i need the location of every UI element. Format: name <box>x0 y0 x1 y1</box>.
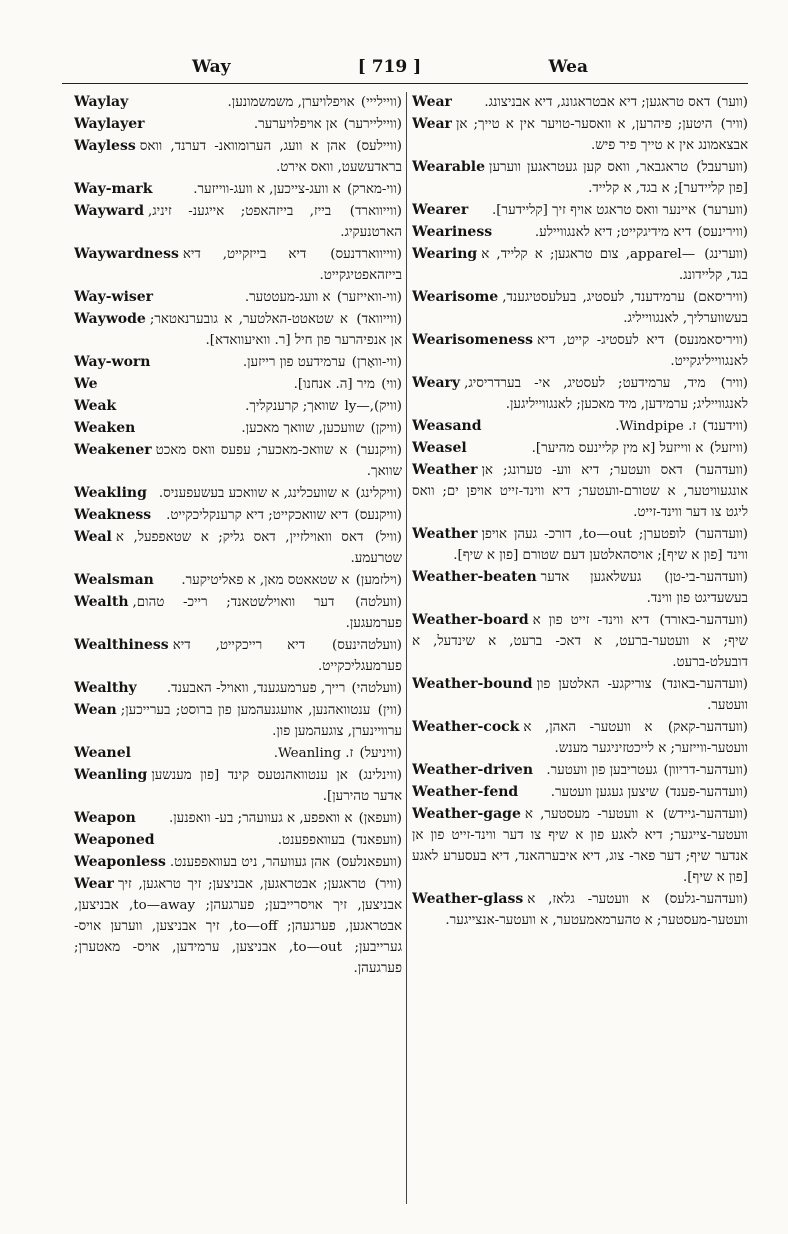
entry-headword: Wealth <box>74 594 129 610</box>
entry-headword: Weasel <box>412 440 467 456</box>
entry-definition: דאס וואוילזיין, דאס גליק; א שטאפפעל, א שטרעמע. <box>115 530 402 566</box>
dictionary-entry <box>412 373 748 415</box>
entry-headword: Wealthiness <box>74 637 169 653</box>
entry-definition: דער וואוילשטאנד; רייכ- טהום, פערמעגען. <box>132 595 402 631</box>
dictionary-entry <box>74 418 402 439</box>
entry-headword: Wayward <box>74 203 144 219</box>
entry-headword: Wearisomeness <box>412 332 534 348</box>
dictionary-entry <box>74 527 402 569</box>
dictionary-entry <box>74 114 402 135</box>
dictionary-entry <box>74 179 402 200</box>
entry-headword: Waylay <box>74 94 129 110</box>
entry-pronunciation: (וויריסאם) <box>693 290 748 305</box>
dictionary-entry <box>412 92 748 113</box>
entry-headword: Weanling <box>74 767 148 783</box>
entry-definition: א וועטער- האהן, א וועטער-ווייזער; א לייכטזיניגער מענש. <box>523 720 748 756</box>
entry-pronunciation: (ווי-וואייזער) <box>336 290 402 305</box>
entry-definition: א שטאטט-האלטער, א גובערנאטאר; אן אנפיהרער פון חיל [ר. וואיעוואדא]. <box>149 312 402 348</box>
entry-headword: Weapon <box>74 810 136 826</box>
entry-definition: דאס טראגען; דיא אבטראגונג, דיא אבניצונג. <box>484 95 711 110</box>
entry-headword: Wear <box>74 876 114 892</box>
dictionary-entry <box>74 201 402 243</box>
entry-definition: דיא לעסטיג- קייט, דיא לאנגווייליגקייט. <box>537 333 748 369</box>
entry-headword: Wearing <box>412 246 478 262</box>
dictionary-entry <box>74 808 402 829</box>
entry-pronunciation: (ווערעבל) <box>696 160 748 175</box>
dictionary-entry <box>412 157 748 199</box>
dictionary-entry <box>74 309 402 351</box>
dictionary-entry <box>412 416 748 437</box>
entry-headword: Weaponed <box>74 832 155 848</box>
entry-pronunciation: (וויניעל) <box>359 746 402 761</box>
entry-definition: געטריבען פון וועטער. <box>546 763 658 778</box>
dictionary-entry <box>412 610 748 673</box>
entry-pronunciation: (ווי) <box>381 377 402 392</box>
entry-definition: א וואפפע, א געוועהר; בע- וואפנען. <box>169 811 353 826</box>
dictionary-entry <box>412 567 748 609</box>
entry-definition: אן ענטוואהנטעס קינד [פון מענשען אדער טהירען]. <box>151 768 402 804</box>
dictionary-entry <box>74 635 402 677</box>
entry-pronunciation: (וועדהער-קאק) <box>667 720 748 735</box>
entry-headword: Wear <box>412 116 452 132</box>
entry-pronunciation: (ווידענד) <box>702 419 748 434</box>
dictionary-entry <box>412 760 748 781</box>
entry-headword: Weakness <box>74 507 152 523</box>
entry-headword: Wearable <box>412 159 486 175</box>
entry-pronunciation: (ווייווארד) <box>349 204 402 219</box>
entry-pronunciation: (וויק),—ly <box>344 399 402 414</box>
dictionary-entry <box>74 396 402 417</box>
entry-definition: א שוועכלינג, א שוואכע בעשעפעניס. <box>158 486 350 501</box>
dictionary-entry <box>74 592 402 634</box>
entry-pronunciation: (ווירינעס) <box>697 225 748 240</box>
entry-headword: Weary <box>412 375 461 391</box>
entry-headword: Weanel <box>74 745 131 761</box>
dictionary-entry <box>74 830 402 851</box>
dictionary-entry <box>74 852 402 873</box>
entry-pronunciation: (ווינלינג) <box>358 768 402 783</box>
entry-pronunciation: (ווי-מארק) <box>346 182 402 197</box>
entry-headword: Weather-driven <box>412 762 534 778</box>
dictionary-entry <box>412 114 748 156</box>
entry-headword: Wayless <box>74 138 136 154</box>
entry-pronunciation: (וועדהער-בי-טן) <box>664 570 748 585</box>
dictionary-entry <box>412 717 748 759</box>
entry-definition: געשלאגען אדער בעשעדיגט פון ווינד. <box>540 570 748 606</box>
entry-headword: Weather-bound <box>412 676 533 692</box>
dictionary-entry <box>74 678 402 699</box>
entry-definition: ז. Weanling. <box>273 746 354 761</box>
entry-headword: Waywardness <box>74 246 179 262</box>
entry-definition: אן אויפלויערער. <box>253 117 338 132</box>
entry-pronunciation: (וועלטה) <box>355 595 402 610</box>
entry-pronunciation: (ווייוואד) <box>356 312 402 327</box>
dictionary-entry <box>412 330 748 372</box>
entry-headword: Waylayer <box>74 116 145 132</box>
entry-definition: דיא רייכקייט, דיא פערמעגליכקייט. <box>172 638 402 674</box>
dictionary-entry <box>412 460 748 523</box>
dictionary-entry <box>74 440 402 482</box>
entry-headword: Weather-gage <box>412 806 521 822</box>
entry-definition: אהן געוועהר, ניט בעוואפפענט. <box>169 855 330 870</box>
entry-headword: Waywode <box>74 311 146 327</box>
entry-definition: א שטאאטס מאן, א פאליטיקער. <box>181 573 350 588</box>
entry-headword: Weather-board <box>412 612 529 628</box>
dictionary-entry <box>74 570 402 591</box>
entry-pronunciation: (וויילעס) <box>356 139 402 154</box>
entry-pronunciation: (וויר) <box>720 117 748 132</box>
entry-pronunciation: (וועדהער) <box>694 527 748 542</box>
entry-definition: דאס וועטער; דיא ווע- טערונג; אן אונגעוויטער, א שטורם-וועטער; דיא ווינד-זייט אויפן ים; וואס ליגט צו דער ווינד-זייט. <box>412 463 748 520</box>
entry-definition: שיצען געגען וועטער. <box>550 785 659 800</box>
entry-headword: Weak <box>74 398 117 414</box>
entry-definition: דיא מידיגקייט; דיא לאנגוויילע. <box>534 225 692 240</box>
entry-pronunciation: (וויקן) <box>370 421 402 436</box>
entry-definition: אויפלויערן, משמשמונען. <box>227 95 355 110</box>
entry-headword: Weather-glass <box>412 891 524 907</box>
entry-headword: Weather <box>412 526 478 542</box>
entry-pronunciation: (וועלטהי) <box>351 681 402 696</box>
dictionary-entry <box>74 352 402 373</box>
entry-pronunciation: (וויילייי) <box>360 95 402 110</box>
entry-definition: ערמידענד, לעסטיג, בעלעסטיגענד, בעשווערליך, לאנגווייליג. <box>502 290 748 326</box>
entry-headword: Weal <box>74 529 112 545</box>
dictionary-entry <box>74 374 402 395</box>
dictionary-entry <box>74 700 402 742</box>
entry-headword: Wealthy <box>74 680 137 696</box>
dictionary-entry <box>74 505 402 526</box>
dictionary-entry <box>412 287 748 329</box>
dictionary-entry <box>74 743 402 764</box>
entry-headword: Wean <box>74 702 117 718</box>
left-column <box>74 92 402 1204</box>
entry-headword: Weakling <box>74 485 147 501</box>
entry-definition: א וועג-מעטטער. <box>244 290 331 305</box>
entry-definition: שוואך; קרענקליך. <box>245 399 339 414</box>
dictionary-entry <box>412 804 748 888</box>
entry-definition: שוועכען, שוואך מאכען. <box>241 421 365 436</box>
entry-definition: לופטערן; to—out, דורכ- געהן אויפן ווינד [פון א שיף]; אויסהאלטען דעם שטורם [פון א שיף]. <box>453 527 748 563</box>
entry-headword: Weaken <box>74 420 136 436</box>
entry-pronunciation: (ווער) <box>716 95 748 110</box>
entry-pronunciation: (וועפאנד) <box>351 833 402 848</box>
dictionary-entry <box>74 765 402 807</box>
entry-definition: מיר [ה. אנחנו]. <box>293 377 375 392</box>
dictionary-entry <box>412 438 748 459</box>
entry-pronunciation: (וועפאנלעס) <box>336 855 402 870</box>
entry-headword: Wear <box>412 94 452 110</box>
dictionary-entry <box>412 244 748 286</box>
entry-pronunciation: (וויזעל) <box>709 441 748 456</box>
entry-pronunciation: (וויר) <box>374 877 402 892</box>
entry-pronunciation: (ווייווארדנעס) <box>330 247 402 262</box>
entry-definition: א וועטער- גלאז, א וועטער-מעסטער; א טהערמאמעטער, א וועטער-אנצייגער. <box>445 892 748 928</box>
entry-definition: ענטוואהנען, אוועגנעהמען פון ברוסט; בערייכען; ערוויינערן, צוגעהמען פון. <box>120 703 402 739</box>
dictionary-entry <box>412 674 748 716</box>
entry-pronunciation: (ווי-וואָרן) <box>351 355 402 370</box>
entry-headword: Way-wiser <box>74 289 154 305</box>
entry-pronunciation: (וועדהער-גלעס) <box>664 892 748 907</box>
entry-headword: Weather-beaten <box>412 569 537 585</box>
entry-definition: א ווייזעל [א מין קליינעס מהיער]. <box>531 441 704 456</box>
entry-pronunciation: (וועדהער-דריוון) <box>663 763 748 778</box>
dictionary-entry <box>412 222 748 243</box>
page-number: [ 719 ] <box>357 57 422 77</box>
entry-definition: —apparel, צום טראגען; א קלייד, א בגד, קליידונג. <box>481 247 748 283</box>
entry-definition: ז. Windpipe. <box>615 419 697 434</box>
dictionary-entry <box>412 889 748 931</box>
entry-pronunciation: (ווערער) <box>702 203 748 218</box>
entry-pronunciation: (וועדהער-באורד) <box>659 613 748 628</box>
entry-headword: Wearisome <box>412 289 499 305</box>
dictionary-entry <box>412 782 748 803</box>
entry-definition: היטען; פיהרען, א וואסער-טויער אין א טייך; אן אבצאמונג אין א טייך פיר פיש. <box>455 117 748 153</box>
entry-definition: דיא בייזקייט, דיא בייזהאפטיגקייט. <box>182 247 402 283</box>
entry-pronunciation: (וועדהער-באונד) <box>661 677 748 692</box>
entry-definition: רייך, פערמעגענד, וואויל- האבענד. <box>166 681 346 696</box>
entry-definition: טראגבאר, וואס קען געטראגען ווערען [פון קליידער]; א בגד, א קלייד. <box>489 160 748 196</box>
entry-pronunciation: (וועדהער) <box>694 463 748 478</box>
entry-pronunciation: (וועדהער-פענד) <box>664 785 748 800</box>
dictionary-entry <box>74 287 402 308</box>
dictionary-entry <box>74 483 402 504</box>
entry-definition: ערמידעט פון רייזען. <box>242 355 346 370</box>
entry-headword: Weather-fend <box>412 784 519 800</box>
header-left-guide-word: Way <box>192 57 231 77</box>
entry-pronunciation: (וועלטהינעס) <box>332 638 402 653</box>
dictionary-entry <box>412 524 748 566</box>
entry-definition: צוריקגע- האלטען פון וועטער. <box>536 677 748 713</box>
entry-headword: Way-mark <box>74 181 153 197</box>
dictionary-entry <box>74 874 402 979</box>
entry-definition: א וועג-צייכען, א וועג-ווייזער. <box>193 182 341 197</box>
dictionary-entry <box>74 92 402 113</box>
entry-pronunciation: (וילזמען) <box>355 573 402 588</box>
entry-pronunciation: (וויקנער) <box>355 443 402 458</box>
entry-pronunciation: (וועדהער-גיידש) <box>662 807 748 822</box>
entry-definition: א שוואכ-מאכער; עפעס וואס מאכט שוואך. <box>155 443 402 479</box>
entry-definition: א וועטער- מעסטער, א וועטער-צייגער; דיא לאגע פון א שיף צו דער ווינד-זייט פון אן אנדער שיף; דער פאר- צוג, דיא איבערהאנד, דיא בעסערע לאגע [פון א שיף]. <box>412 807 748 885</box>
dictionary-entry <box>74 244 402 286</box>
header-right-guide-word: Wea <box>548 57 588 77</box>
entry-pronunciation: (וועפאן) <box>358 811 402 826</box>
entry-pronunciation: (ווין) <box>377 703 402 718</box>
entry-pronunciation: (וויריסאמנעס) <box>673 333 748 348</box>
entry-definition: דיא ווינד- זייט פון א שיף; א וועטער-ברעט, א דאכ- ברעט, א שינדעל, א דובעלט-ברעט. <box>412 613 748 670</box>
entry-definition: איינער וואס טראגט אויף זיך [קליידער]. <box>492 203 697 218</box>
entry-definition: בייז, בייזהאפט; אייגענ- זיניג, הארטנעקיג. <box>148 204 402 240</box>
entry-headword: Weaponless <box>74 854 166 870</box>
entry-headword: Way-worn <box>74 354 151 370</box>
entry-headword: Weakener <box>74 442 152 458</box>
entry-pronunciation: (וויר) <box>720 376 748 391</box>
entry-definition: דיא שוואכקייט; דיא קרענקליכקייט. <box>166 508 349 523</box>
entry-headword: Weather <box>412 462 478 478</box>
entry-headword: Wearer <box>412 202 469 218</box>
right-column <box>412 92 748 1204</box>
dictionary-entry <box>412 200 748 221</box>
dictionary-entry <box>74 136 402 178</box>
entry-definition: בעוואפפענט. <box>277 833 345 848</box>
entry-headword: Weather-cock <box>412 719 520 735</box>
entry-headword: Weasand <box>412 418 482 434</box>
entry-definition: מיד, ערמידעט; לעסטיג, אי- בערדריסיג, לאנגווייליג; ערמידען, מיד מאכען; לאנגווייליגען. <box>464 376 748 412</box>
entry-definition: טראגען; אבטראגען, אבניצען; זיך טראגען, זיך אבניצען, זיך אויסרייבען; פערגעהן; to—away, אבניצען, אבטראגען, פערגעהן; to—off, זיך אבניצען, ווערען אויס- גערייבען; to—out, אבניצען, ערמידען, אויס- מאטערן; פערגעהן. <box>74 877 402 976</box>
entry-pronunciation: (ווייליירער) <box>343 117 402 132</box>
entry-definition: אהן א וועג, הערומוואנ- דערנד, וואס בראדעשעט, וואס אירט. <box>139 139 402 175</box>
entry-headword: Weariness <box>412 224 493 240</box>
entry-headword: Wealsman <box>74 572 154 588</box>
entry-pronunciation: (וויקנעס) <box>354 508 402 523</box>
page-header <box>62 54 748 84</box>
entry-pronunciation: (ווערינג) <box>704 247 748 262</box>
entry-pronunciation: (וויל) <box>374 530 402 545</box>
entry-pronunciation: (וויקלינג) <box>355 486 402 501</box>
entry-headword: We <box>74 376 98 392</box>
column-divider <box>406 92 407 1204</box>
